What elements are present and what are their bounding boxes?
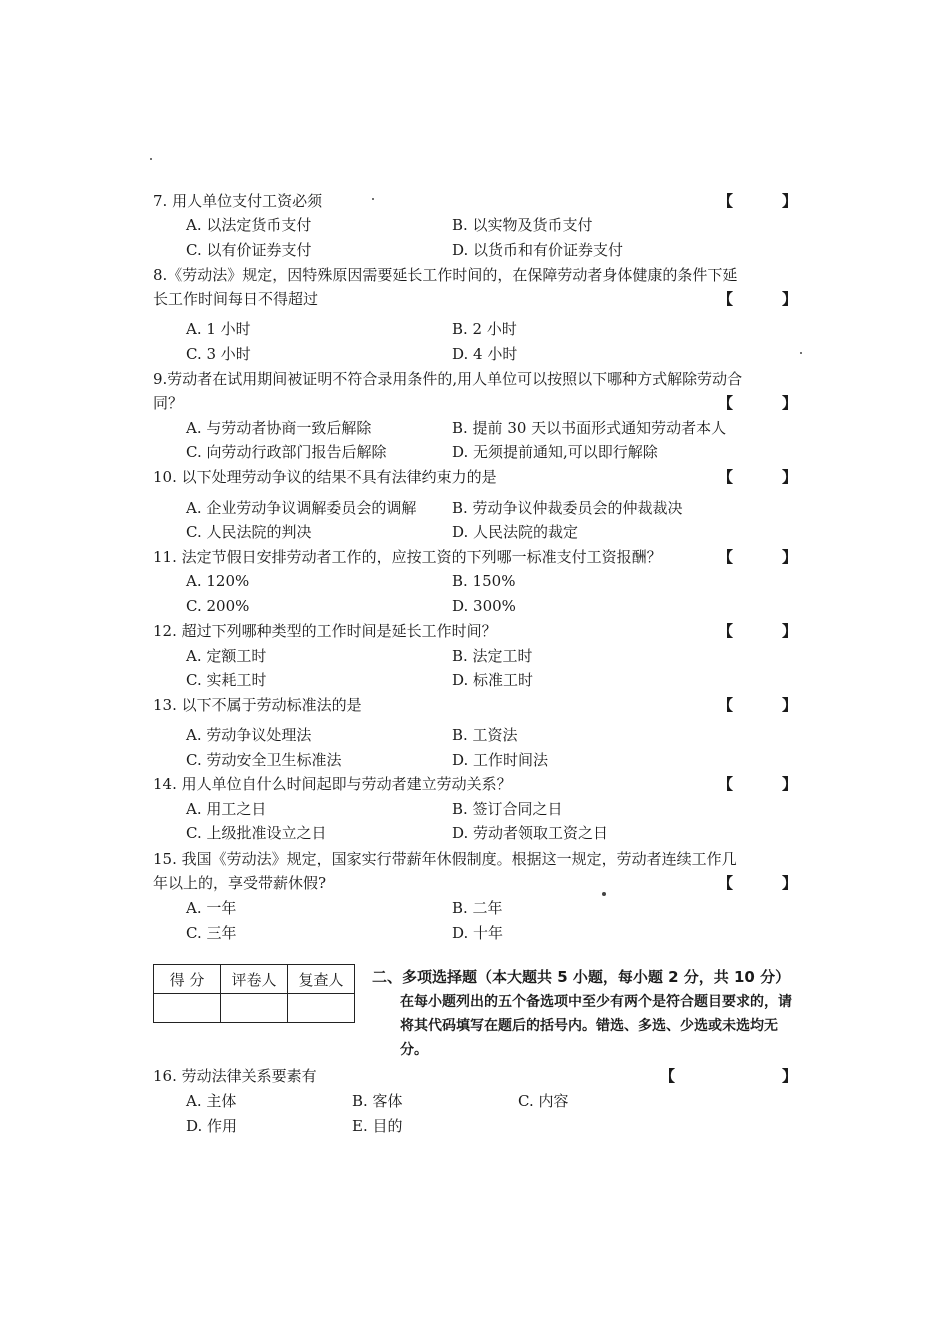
answer-bracket-close: 】 [782,394,798,412]
question-13-stem: 13. 以下不属于劳动标准法的是 [153,696,362,714]
question-9-option-d: D. 无须提前通知,可以即行解除 [452,443,658,461]
answer-bracket-close: 】 [782,775,798,793]
question-9-stem-line1: 9.劳动者在试用期间被证明不符合录用条件的,用人单位可以按照以下哪种方式解除劳动合 [153,370,743,388]
answer-bracket-close: 】 [782,468,798,486]
score-cell-grader [221,994,288,1023]
question-7-option-d: D. 以货币和有价证券支付 [452,241,624,259]
question-8-stem-line2: 长工作时间每日不得超过 [153,290,319,308]
score-header-reviewer: 复查人 [288,965,355,994]
question-13-option-b: B. 工资法 [452,726,518,744]
answer-bracket-open: 【 [718,394,734,412]
scan-speck [800,352,802,354]
question-7-option-c: C. 以有价证券支付 [186,241,312,259]
answer-bracket-open: 【 [660,1067,676,1085]
scan-speck [602,892,606,896]
scan-speck [372,198,374,200]
question-14-option-c: C. 上级批准设立之日 [186,824,327,842]
question-11-stem: 11. 法定节假日安排劳动者工作的，应按工资的下列哪一标准支付工资报酬？ [153,548,662,566]
question-11-option-c: C. 200% [186,597,250,615]
section-2-title: 二、多项选择题（本大题共 5 小题，每小题 2 分，共 10 分） [372,968,791,986]
question-7-option-a: A. 以法定货币支付 [186,216,312,234]
answer-bracket-open: 【 [718,468,734,486]
score-header-grader: 评卷人 [221,965,288,994]
question-9-option-c: C. 向劳动行政部门报告后解除 [186,443,387,461]
question-13-option-c: C. 劳动安全卫生标准法 [186,751,342,769]
question-14-stem: 14. 用人单位自什么时间起即与劳动者建立劳动关系？ [153,775,512,793]
question-10-stem: 10. 以下处理劳动争议的结果不具有法律约束力的是 [153,468,497,486]
question-8-option-b: B. 2 小时 [452,320,517,338]
answer-bracket-open: 【 [718,696,734,714]
answer-bracket-open: 【 [718,548,734,566]
question-13-option-d: D. 工作时间法 [452,751,549,769]
question-16-option-d: D. 作用 [186,1117,238,1135]
question-11-option-b: B. 150% [452,572,516,590]
answer-bracket-open: 【 [718,775,734,793]
scan-speck [150,158,152,160]
question-8-option-a: A. 1 小时 [186,320,251,338]
question-10-option-d: D. 人民法院的裁定 [452,523,579,541]
answer-bracket-close: 】 [782,1067,798,1085]
question-16-option-e: E. 目的 [352,1117,403,1135]
question-15-option-b: B. 二年 [452,899,503,917]
answer-bracket-close: 】 [782,874,798,892]
score-cell-reviewer [288,994,355,1023]
question-14-option-a: A. 用工之日 [186,800,267,818]
question-12-option-c: C. 实耗工时 [186,671,267,689]
score-table-header-row [154,965,355,994]
question-16-option-a: A. 主体 [186,1092,237,1110]
question-11-option-a: A. 120% [186,572,250,590]
question-8-stem-line1: 8.《劳动法》规定，因特殊原因需要延长工作时间的，在保障劳动者身体健康的条件下延 [153,266,738,284]
question-10-option-a: A. 企业劳动争议调解委员会的调解 [186,499,417,517]
answer-bracket-close: 】 [782,548,798,566]
question-15-option-a: A. 一年 [186,899,237,917]
question-8-option-c: C. 3 小时 [186,345,251,363]
question-15-option-d: D. 十年 [452,924,504,942]
question-11-option-d: D. 300% [452,597,516,615]
question-13-option-a: A. 劳动争议处理法 [186,726,312,744]
question-10-option-c: C. 人民法院的判决 [186,523,312,541]
score-table-blank-row [154,994,355,1023]
question-12-stem: 12. 超过下列哪种类型的工作时间是延长工作时间？ [153,622,497,640]
question-9-stem-line2: 同？ [153,394,184,412]
score-cell-score [154,994,221,1023]
question-16-stem: 16. 劳动法律关系要素有 [153,1067,317,1085]
question-14-option-b: B. 签订合同之日 [452,800,563,818]
answer-bracket-open: 【 [718,622,734,640]
section-2-instructions: 在每小题列出的五个备选项中至少有两个是符合题目要求的，请将其代码填写在题后的括号内。错选、多选、少选或未选均无分。 [400,994,792,1058]
question-10-option-b: B. 劳动争议仲裁委员会的仲裁裁决 [452,499,683,517]
answer-bracket-close: 】 [782,290,798,308]
answer-bracket-close: 】 [782,622,798,640]
question-7-stem: 7. 用人单位支付工资必须 [153,192,323,210]
answer-bracket-open: 【 [718,290,734,308]
answer-bracket-close: 】 [782,696,798,714]
question-9-option-a: A. 与劳动者协商一致后解除 [186,419,372,437]
question-8-option-d: D. 4 小时 [452,345,518,363]
question-16-option-c: C. 内容 [518,1092,569,1110]
question-15-option-c: C. 三年 [186,924,237,942]
answer-bracket-open: 【 [718,874,734,892]
question-9-option-b: B. 提前 30 天以书面形式通知劳动者本人 [452,419,727,437]
answer-bracket-open: 【 [718,192,734,210]
question-12-option-b: B. 法定工时 [452,647,533,665]
question-14-option-d: D. 劳动者领取工资之日 [452,824,609,842]
question-12-option-a: A. 定额工时 [186,647,267,665]
score-table [153,964,355,1023]
question-15-stem-line2: 年以上的，享受带薪休假? [153,874,327,892]
question-15-stem-line1: 15. 我国《劳动法》规定，国家实行带薪年休假制度。根据这一规定，劳动者连续工作几 [153,850,737,868]
score-header-score: 得 分 [154,965,221,994]
answer-bracket-close: 】 [782,192,798,210]
question-7-option-b: B. 以实物及货币支付 [452,216,593,234]
question-16-option-b: B. 客体 [352,1092,403,1110]
question-12-option-d: D. 标准工时 [452,671,534,689]
